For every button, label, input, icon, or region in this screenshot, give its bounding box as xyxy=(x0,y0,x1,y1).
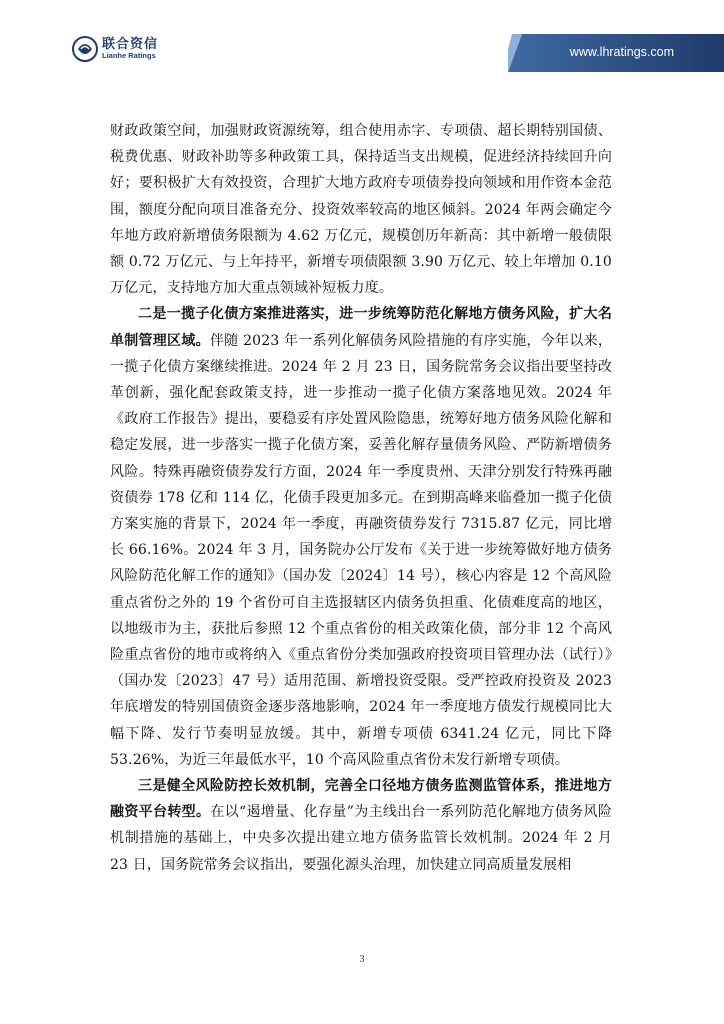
company-logo xyxy=(72,36,158,62)
page-header xyxy=(0,0,724,80)
website-url[interactable]: www.lhratings.com xyxy=(569,45,674,59)
logo-emblem-icon xyxy=(72,36,98,62)
page-number: 3 xyxy=(359,954,365,965)
paragraph-1: 财政政策空间，加强财政资源统筹，组合使用赤字、专项债、超长期特别国债、税费优惠、财政补助等多种政策工具，保持适当支出规模，促进经济持续回升向好；要积极扩大有效投资，合理扩大地方政府专项债券投向领域和用作资本金范围，额度分配向项目准备充分、投资效率较高的地区倾斜。2024 年两会确定今年地方政府新增债务限额为 4.62 万亿元，规模创历年新高：其中新增一般债限额 0.72 万亿元、与上年持平，新增专项债限额 3.90 万亿元、较上年增加 0.10 万亿元，支持地方加大重点领域补短板力度。 xyxy=(110,123,612,297)
paragraph-heading: 二是一揽子化债方案推进落实，进一步统筹防范化解地方债务风险，扩大名单制管理区域。 xyxy=(110,306,612,349)
paragraph-3: 三是健全风险防控长效机制，完善全口径地方债务监测监管体系，推进地方融资平台转型。在以“遏增量、化存量”为主线出台一系列防范化解地方债务风险机制措施的基础上，中央多次提出建立地方债务监管长效机制。2024 年 2 月 23 日，国务院常务会议指出，要强化源头治理，加快建立同高质量发展相 xyxy=(110,778,612,873)
logo-chinese-name: 联合资信 xyxy=(102,37,159,53)
paragraph-2: 二是一揽子化债方案推进落实，进一步统筹防范化解地方债务风险，扩大名单制管理区域。伴随 2023 年一系列化解债务风险措施的有序实施，今年以来，一揽子化债方案继续推进。2024 年 2 月 23 日，国务院常务会议指出要坚持改革创新，强化配套政策支持，进一步推动一揽子化债方案落地见效。2024 年《政府工作报告》提出，要稳妥有序处置风险隐患，统筹好地方债务风险化解和稳定发展，进一步落实一揽子化债方案，妥善化解存量债务风险、严防新增债务风险。特殊再融资债券发行方面，2024 年一季度贵州、天津分别发行特殊再融资债券 178 亿和 114 亿，化债手段更加多元。在到期高峰来临叠加一揽子化债方案实施的背景下，2024 年一季度，再融资债券发行 7315.87 亿元，同比增长 66.16%。2024 年 3 月，国务院办公厅发布《关于进一步统筹做好地方债务风险防范化解工作的通知》（国办发〔2024〕14 号），核心内容是 12 个高风险重点省份之外的 19 个省份可自主选报辖区内债务负担重、化债难度高的地区，以地级市为主，获批后参照 12 个重点省份的相关政策化债，部分非 12 个高风险重点省份的地市或将纳入《重点省份分类加强政府投资项目管理办法（试行）》（国办发〔2023〕47 号）适用范围、新增投资受限。受严控政府投资及 2023 年底增发的特别国债资金逐步落地影响，2024 年一季度地方债发行规模同比大幅下降、发行节奏明显放缓。其中，新增专项债 6341.24 亿元，同比下降 53.26%，为近三年最低水平，10 个高风险重点省份未发行新增专项债。 xyxy=(110,306,612,768)
logo-english-name: Lianhe Ratings xyxy=(102,51,156,61)
document-body xyxy=(110,118,612,878)
paragraph-heading: 三是健全风险防控长效机制，完善全口径地方债务监测监管体系，推进地方融资平台转型。 xyxy=(110,778,612,821)
